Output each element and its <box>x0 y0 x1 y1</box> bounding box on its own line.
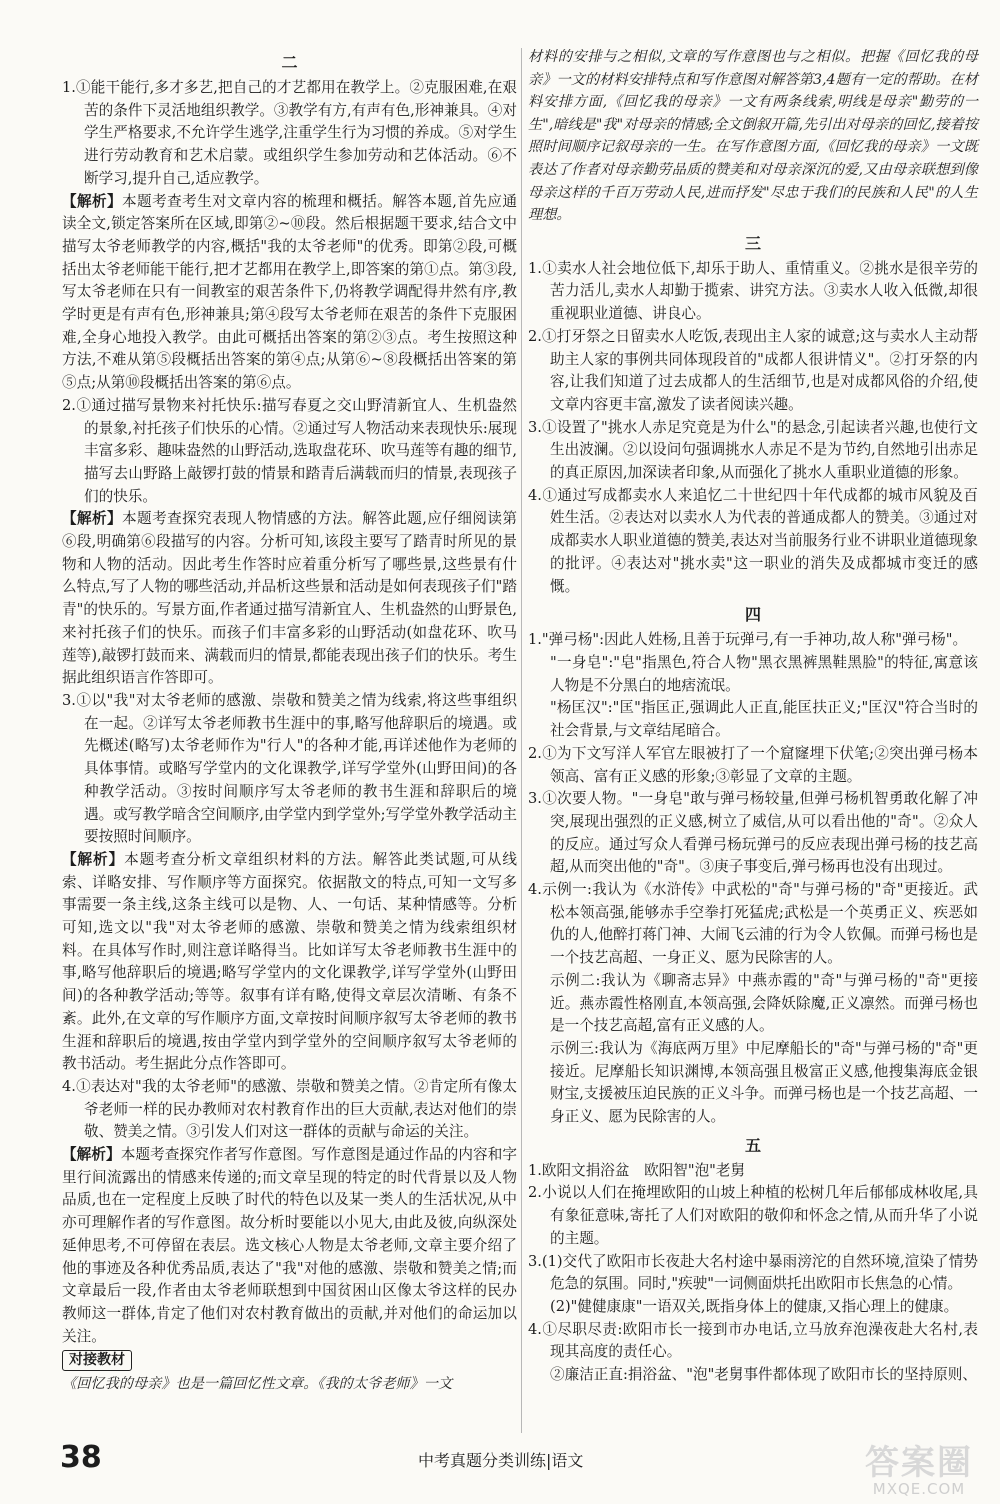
analysis-1 <box>62 191 517 395</box>
section-title-3: 三 <box>744 233 761 253</box>
s5-answer-4a: 4.①尽职尽责:欧阳市长一接到市办电话,立马放弃泡澡夜赴大名村,表现其高度的责任心。 <box>528 1320 978 1361</box>
section-title-2: 二 <box>281 53 298 72</box>
s3-answer-4: 4.①通过写成都卖水人来追忆二十世纪四十年代成都的城市风貌及百姓生活。②表达对以卖水人为代表的普通成都人的赞美。③通过对成都卖水人职业道德的赞美,表达对当前服务行业不讲职业道德现象的批评。④表达对"挑水卖"这一职业的消失及成都城市变迁的感慨。 <box>528 486 978 595</box>
analysis-text: 本题考查探究表现人物情感的方法。解答此题,应仔细阅读第⑥段,明确第⑥段描写的内容。分析可知,该段主要写了踏青时所见的景物和人物的活动。因此考生作答时应着重分析写了哪些景,这些景有什么特点,写了人物的哪些活动,并品析这些景和活动是如何表现孩子们"踏青"的快乐的。写景方面,作者通过描写清新宜人、生机盎然的山野景色,来衬托孩子们的快乐。而孩子们丰富多彩的山野活动(如盘花环、吹马莲等),敲锣打鼓而来、满载而归的情景,都能表现出孩子们的快乐。考生据此组织语言作答即可。 <box>62 510 517 687</box>
s4-answer-4b: 示例二:我认为《聊斋志异》中燕赤霞的"奇"与弹弓杨的"奇"更接近。燕赤霞性格刚直,本领高强,会降妖除魔,正义凛然。而弹弓杨也是一个技艺高超,富有正义感的人。 <box>550 971 978 1035</box>
analysis-3 <box>62 849 517 1076</box>
textbook-link-text: 《回忆我的母亲》也是一篇回忆性文章。《我的太爷老师》一文 <box>62 1376 453 1393</box>
section-title-4: 四 <box>744 605 761 625</box>
right-column <box>528 46 978 1387</box>
s5-answer-1: 1.欧阳文捐浴盆 欧阳智"泡"老舅 <box>528 1161 746 1179</box>
s3-answer-3: 3.①设置了"挑水人赤足究竟是为什么"的悬念,引起读者兴趣,也使行文生出波澜。②以设问句强调挑水人赤足不是为节约,自然地引出赤足的真正原因,加深读者印象,从而强化了挑水人重职业道德的形象。 <box>528 418 978 482</box>
watermark-logo-text: 答案圈 <box>865 1443 973 1483</box>
s4-answer-4c: 示例三:我认为《海底两万里》中尼摩船长的"奇"与弹弓杨的"奇"更接近。尼摩船长知识渊博,本领高强且极富正义感,他搜集海底金银财宝,支援被压迫民族的正义斗争。而弹弓杨也是一个技艺高超、一身正义、愿为民除害的人。 <box>550 1039 978 1126</box>
section-title-5: 五 <box>744 1135 761 1155</box>
watermark-logo <box>860 1445 978 1499</box>
s4-answer-1b: "一身皂":"皂"指黑色,符合人物"黑衣黑裤黑鞋黑脸"的特征,寓意该人物是不分黑白的地痞流氓。 <box>550 654 978 694</box>
s5-answer-3b: (2)"健健康康"一语双关,既指身体上的健康,又指心理上的健康。 <box>550 1297 959 1315</box>
analysis-2 <box>62 508 517 690</box>
s5-answer-4b: ②廉洁正直:捐浴盆、"泡"老舅事件都体现了欧阳市长的坚持原则、 <box>550 1366 977 1384</box>
answer-3: 3.①以"我"对太爷老师的感激、崇敬和赞美之情为线索,将这些事组织在一起。②详写太爷老师教书生涯中的事,略写他辞职后的境遇。或先概述(略写)太爷老师作为"行人"的各种才能,再详述他作为老师的具体事情。或略写学堂内的文化课教学,详写学堂外(山野田间)的各种教学活动。③按时间顺序写太爷老师的教书生涯和辞职后的境遇。或写教学暗含空间顺序,由学堂内到学堂外;写学堂外教学活动主要按照时间顺序。 <box>62 691 517 846</box>
s5-answer-2: 2.小说以人们在掩埋欧阳的山坡上种植的松树几年后郁郁成林收尾,具有象征意味,寄托了人们对欧阳的敬仰和怀念之情,从而升华了小说的主题。 <box>528 1184 978 1247</box>
page-number: 38 <box>60 1440 102 1475</box>
answer-1: 1.①能干能行,多才多艺,把自己的才艺都用在教学上。②克服困难,在艰苦的条件下灵活地组织教学。③教学有方,有声有色,形神兼具。④对学生严格要求,不允许学生逃学,注重学生行为习惯的养成。⑤对学生进行劳动教育和艺术启蒙。或组织学生参加劳动和艺体活动。⑥不断学习,提升自己,适应教学。 <box>62 79 517 187</box>
column-divider <box>521 48 522 1433</box>
book-title: 中考真题分类训练|语文 <box>418 1451 584 1470</box>
analysis-text: 本题考查分析文章组织材料的方法。解答此类试题,可从线索、详略安排、写作顺序等方面探究。依据散文的特点,可知一文写多事需要一条主线,这条主线可以是物、人、一句话、某种情感等。分析可知,选文以"我"对太爷老师的感激、崇敬和赞美之情为线索组织材料。在具体写作时,则注意详略得当。比如详写太爷老师教书生涯中的事,略写他辞职后的境遇;略写学堂内的文化课教学,详写学堂外(山野田间)的各种教学活动;等等。叙事有详有略,使得文章层次清晰、有条不紊。此外,在文章的写作顺序方面,文章按时间顺序叙写太爷老师的教书生涯和辞职后的境遇,按由学堂内到学堂外的空间顺序叙写太爷老师的教书活动。考生据此分点作答即可。 <box>62 850 517 1073</box>
s4-answer-3: 3.①次要人物。"一身皂"敢与弹弓杨较量,但弹弓杨机智勇敢化解了冲突,展现出强烈的正义感,树立了威信,从可以看出他的"奇"。②众人的反应。通过写众人看弹弓杨玩弹弓的反应表现出弹弓杨的技艺高超,从而突出他的"奇"。③庚子事变后,弹弓杨再也没有出现过。 <box>528 790 978 876</box>
page-footer <box>0 1440 1000 1483</box>
analysis-4 <box>62 1144 517 1348</box>
analysis-text: 本题考查探究作者写作意图。写作意图是通过作品的内容和字里行间流露出的情感来传递的;而文章呈现的特定的时代背景以及人物品质,也在一定程度上反映了时代的特色以及某一类人的生活状况,从中亦可理解作者的写作意图。故分析时要能以小见大,由此及彼,向纵深处延伸思考,不可停留在表层。选文核心人物是太爷老师,文章主要介绍了他的事迹及各种优秀品质,表达了"我"对他的感激、崇敬和赞美之情;而文章最后一段,作者由太爷老师联想到中国贫困山区像太爷这样的民办教师这一群体,肯定了他们对农村教育做出的贡献,并对他们的命运加以关注。 <box>62 1146 517 1345</box>
s4-answer-1c: "杨匡汉":"匡"指匡正,强调此人正直,能匡扶正义;"匡汉"符合当时的社会背景,与文章结尾暗合。 <box>550 699 978 740</box>
analysis-tag: 【解析】 <box>62 1146 121 1164</box>
analysis-tag: 【解析】 <box>62 510 123 528</box>
textbook-link-label: 对接教材 <box>62 1350 132 1371</box>
s4-answer-2: 2.①为下文写洋人军官左眼被打了一个窟窿埋下伏笔;②突出弹弓杨本领高、富有正义感的形象;③彰显了文章的主题。 <box>528 744 978 785</box>
s3-answer-1: 1.①卖水人社会地位低下,却乐于助人、重情重义。②挑水是很辛劳的苦力活儿,卖水人却勤于揽索、讲究方法。③卖水人收入低微,却很重视职业道德、讲良心。 <box>528 259 978 323</box>
s5-answer-3a: 3.(1)交代了欧阳市长夜赴大名村途中暴雨滂沱的自然环境,渲染了情势危急的氛围。同时,"疾驶"一词侧面烘托出欧阳市长焦急的心情。 <box>528 1252 978 1293</box>
s4-answer-4a: 4.示例一:我认为《水浒传》中武松的"奇"与弹弓杨的"奇"更接近。武松本领高强,能够赤手空拳打死猛虎;武松是一个英勇正义、疾恶如仇的人,他醉打蒋门神、大闹飞云浦的行为令人钦佩。而弹弓杨也是一个技艺高超、一身正义、愿为民除害的人。 <box>528 881 978 967</box>
analysis-text: 本题考查考生对文章内容的梳理和概括。解答本题,首先应通读全文,锁定答案所在区域,即第②~⑩段。然后根据题干要求,结合文中描写太爷老师教学的内容,概括"我的太爷老师"的优秀。即第②段,可概括出太爷老师能干能行,把才艺都用在教学上,即答案的第①点。第③段,写太爷老师在只有一间教室的艰苦条件下,仍将教学调配得井然有序,教学时更是有声有色,形神兼具;第④段写太爷老师在艰苦的条件下克服困难,全身心地投入教学。由此可概括出答案的第②③点。考生按照这种方法,不难从第⑤段概括出答案的第④点;从第⑥~⑧段概括出答案的第⑤点;从第⑩段概括出答案的第⑥点。 <box>62 192 517 392</box>
analysis-tag: 【解析】 <box>62 850 125 868</box>
analysis-tag: 【解析】 <box>62 192 123 210</box>
left-column <box>62 46 517 1396</box>
textbook-link-continued: 材料的安排与之相似,文章的写作意图也与之相似。把握《回忆我的母亲》一文的材料安排特点和写作意图对解答第3,4题有一定的帮助。在材料安排方面,《回忆我的母亲》一文有两条线索,明线是母亲"勤劳的一生",暗线是"我"对母亲的情感;全文倒叙开篇,先引出对母亲的回忆,接着按照时间顺序记叙母亲的一生。在写作意图方面,《回忆我的母亲》一文既表达了作者对母亲勤劳品质的赞美和对母亲深沉的爱,又由母亲联想到像母亲这样的千百万劳动人民,进而抒发"尽忠于我们的民族和人民"的人生理想。 <box>528 49 978 224</box>
s3-answer-2: 2.①打牙祭之日留卖水人吃饭,表现出主人家的诚意;这与卖水人主动帮助主人家的事例共同体现段首的"成都人很讲情义"。②打牙祭的内容,让我们知道了过去成都人的生活细节,也是对成都风俗的介绍,使文章内容更丰富,激发了读者阅读兴趣。 <box>528 327 978 413</box>
watermark-url: MXQE.COM <box>872 1480 966 1498</box>
answer-4: 4.①表达对"我的太爷老师"的感激、崇敬和赞美之情。②肯定所有像太爷老师一样的民办教师对农村教育作出的巨大贡献,表达对他们的崇敬、赞美之情。③引发人们对这一群体的贡献与命运的关注。 <box>62 1077 517 1141</box>
s4-answer-1a: 1."弹弓杨":因此人姓杨,且善于玩弹弓,有一手神功,故人称"弹弓杨"。 <box>528 631 968 649</box>
answer-2: 2.①通过描写景物来衬托快乐:描写春夏之交山野清新宜人、生机盎然的景象,衬托孩子们快乐的心情。②通过写人物活动来表现快乐:展现丰富多彩、趣味盎然的山野活动,选取盘花环、吹马莲等有趣的细节,描写去山野路上敲锣打鼓的情景和踏青后满载而归的情景,表现孩子们的快乐。 <box>62 396 517 505</box>
